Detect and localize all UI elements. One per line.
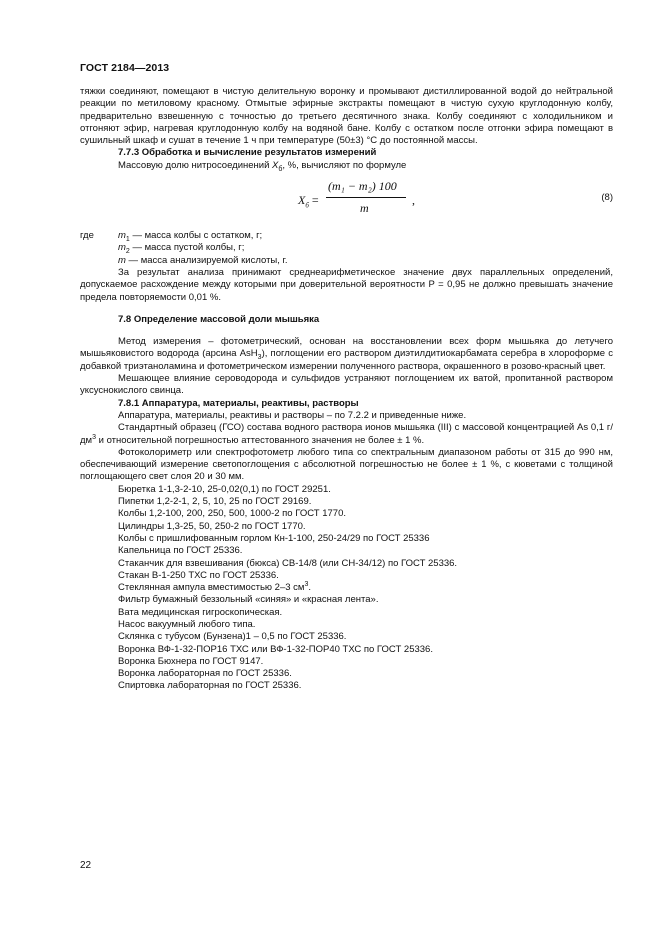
paragraph-result: За результат анализа принимают среднеарифметическое значение двух параллельных определений, допускаемое расхождение между которыми при доверительной вероятности Р = 0,95 не должно превышать значение предела повторяемости 0,01 %. — [80, 266, 613, 303]
heading-7-7-3: 7.7.3 Обработка и вычисление результатов измерений — [118, 147, 377, 159]
formula-denominator: m — [360, 201, 369, 216]
page-number: 22 — [80, 860, 92, 871]
list-item: Стаканчик для взвешивания (бюкса) СВ-14/8 (или СН-34/12) по ГОСТ 25336. — [118, 557, 458, 569]
list-item: Стеклянная ампула вместимостью 2–3 $см^3$. — [118, 580, 311, 594]
list-item: Бюретка 1-1,3-2-10, 25-0,02(0,1) по ГОСТ 29251. — [118, 483, 331, 495]
fraction-bar — [326, 197, 406, 198]
paragraph-photometer: Фотоколориметр или спектрофотометр любого типа со спектральным диапазоном работы от 315 до 990 нм, обеспечивающий измерение светопоглощения с абсолютной погрешностью не более ± 1 %, с кюветами с толщиной поглощающего свет слоя 20 и 30 мм. — [80, 446, 613, 483]
paragraph-formula-intro: Массовую долю нитросоединений $X_б$, %, вычисляют по формуле — [118, 159, 407, 173]
list-item: Воронка Бюхнера по ГОСТ 9147. — [118, 655, 264, 667]
paragraph-standard-sample: Стандартный образец (ГСО) состава водного раствора ионов мышьяка (III) с массовой концентрацией As 0,1 $г/дм^3$ и относительной погрешностью аттестованного значения не более ± 1 %. — [80, 422, 613, 446]
list-item: Спиртовка лабораторная по ГОСТ 25336. — [118, 680, 302, 692]
paragraph-apparatus: Аппаратура, материалы, реактивы и растворы – по 7.2.2 и приведенные ниже. — [118, 409, 467, 421]
list-item: Склянка с тубусом (Бунзена)1 – 0,5 по ГОСТ 25336. — [118, 631, 347, 643]
definition-m: m — масса анализируемой кислоты, г. — [118, 254, 288, 266]
equipment-list — [80, 484, 613, 693]
list-item: Насос вакуумный любого типа. — [118, 618, 256, 630]
list-item: Воронка ВФ-1-32-ПОР16 ТХС или ВФ-1-32-ПОР40 ТХС по ГОСТ 25336. — [118, 643, 433, 655]
list-item: Колбы 1,2-100, 200, 250, 500, 1000-2 по ГОСТ 1770. — [118, 508, 346, 520]
definition-m2: $m_2$ — масса пустой колбы, г; — [118, 242, 245, 256]
list-item: Цилиндры 1,3-25, 50, 250-2 по ГОСТ 1770. — [118, 520, 306, 532]
list-item: Вата медицинская гигроскопическая. — [118, 606, 283, 618]
heading-7-8-1: 7.8.1 Аппаратура, материалы, реактивы, растворы — [118, 397, 359, 409]
list-item: Колбы с пришлифованным горлом Кн-1-100, 250-24/29 по ГОСТ 25336 — [118, 532, 430, 544]
variable-definitions: где $m_1$ — масса колбы с остатком, г; $m_2$ — масса пустой колбы, г; m — масса анализируемой кислоты, г. — [80, 230, 613, 267]
heading-7-8: 7.8 Определение массовой доли мышьяка — [118, 313, 320, 325]
list-item: Пипетки 1,2-2-1, 2, 5, 10, 25 по ГОСТ 29169. — [118, 496, 312, 508]
formula-number: (8) — [601, 192, 613, 204]
paragraph-method: Метод измерения – фотометрический, основан на восстановлении всех форм мышьяка до летучего мышьяковистого водорода (арсина AsH$_3$), поглощении его раствором диэтилдитиокарбамата серебра в хлороформе с добавкой триэтаноламина и фотометрическом измерении полученного раствора, окрашенного в розово-красный цвет. — [80, 336, 613, 372]
list-item: Фильтр бумажный беззольный «синяя» и «красная лента». — [118, 594, 379, 606]
list-item: Воронка лабораторная по ГОСТ 25336. — [118, 668, 292, 680]
formula-8: $X_б$ = (m₁ − m₂) 100 m , (8) — [298, 179, 613, 216]
paragraph-interference: Мешающее влияние сероводорода и сульфидов устраняют поглощением их ватой, пропитанной раствором уксуснокислого свинца. — [80, 373, 613, 397]
definition-m1: $m_1$ — масса колбы с остатком, г; — [118, 230, 263, 243]
list-item: Стакан В-1-250 ТХС по ГОСТ 25336. — [118, 569, 279, 581]
document-code-header: ГОСТ 2184—2013 — [80, 62, 170, 74]
list-item: Капельница по ГОСТ 25336. — [118, 545, 243, 557]
document-body — [80, 86, 613, 693]
formula-numerator: (m₁ − m₂) 100 — [328, 179, 397, 194]
paragraph-extraction: тяжки соединяют, помещают в чистую делительную воронку и промывают дистиллированной водой до нейтральной реакции по метиловому красному. Отмытые эфирные экстракты помещают в чистую сухую круглодонную колбу, предварительно взвешенную с точностью до третьего десятичного знака. Колбу соединяют с холодильником и отгоняют эфир, нагревая круглодонную колбу на водяной бане. Колбу с остатком после отгонки эфира помещают в сушильный шкаф и сушат в течение 1 ч при температуре (50±3) °С до постоянной массы. — [80, 86, 613, 147]
